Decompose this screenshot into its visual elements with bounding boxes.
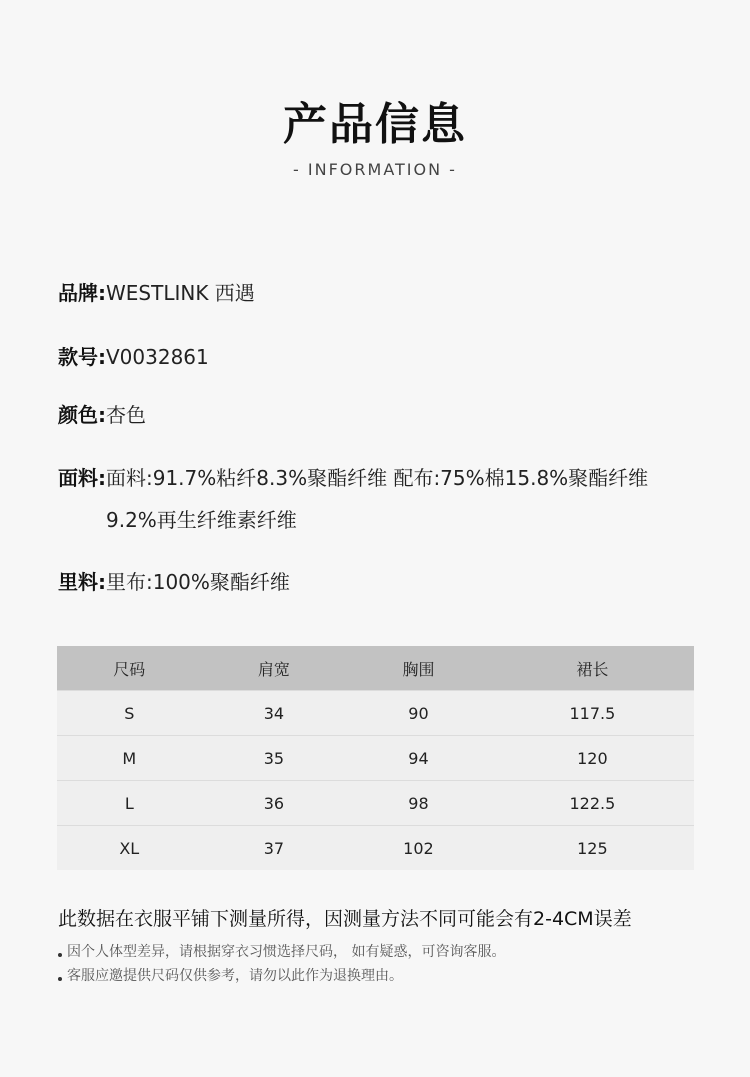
- table-cell: 34: [202, 691, 347, 736]
- info-row-fabric: [58, 457, 678, 541]
- table-cell: S: [57, 691, 202, 736]
- page-title: 产品信息: [283, 99, 467, 150]
- column-header: 尺码: [57, 646, 202, 691]
- table-cell: XL: [57, 826, 202, 871]
- note-text: 因个人体型差异，请根据穿衣习惯选择尺码， 如有疑惑，可咨询客服。: [67, 944, 506, 960]
- note-item: [58, 964, 505, 988]
- measurement-note: 此数据在衣服平铺下测量所得，因测量方法不同可能会有2-4CM误差: [58, 908, 632, 930]
- table-cell: 125: [491, 826, 694, 871]
- table-cell: 90: [346, 691, 491, 736]
- info-row-brand: [58, 272, 678, 314]
- info-label: 面料:: [58, 466, 106, 490]
- table-row: [57, 826, 694, 871]
- table-cell: 94: [346, 736, 491, 781]
- column-header: 胸围: [346, 646, 491, 691]
- info-value: 杏色: [106, 403, 146, 427]
- info-label: 品牌:: [58, 281, 106, 305]
- table-row: [57, 781, 694, 826]
- table-cell: 35: [202, 736, 347, 781]
- note-item: [58, 940, 505, 964]
- info-row-style-number: [58, 336, 678, 378]
- info-value: 里布:100%聚酯纤维: [106, 570, 290, 594]
- info-row-lining: [58, 561, 678, 603]
- table-cell: M: [57, 736, 202, 781]
- info-value: WESTLINK 西遇: [106, 281, 255, 305]
- info-label: 里料:: [58, 570, 106, 594]
- info-value: 面料:91.7%粘纤8.3%聚酯纤维 配布:75%棉15.8%聚酯纤维9.2%再生纤维素纤维: [106, 466, 649, 532]
- table-header-row: [57, 646, 694, 691]
- table-cell: 117.5: [491, 691, 694, 736]
- column-header: 肩宽: [202, 646, 347, 691]
- table-cell: 120: [491, 736, 694, 781]
- bullet-icon: [58, 953, 62, 957]
- info-value: V0032861: [106, 345, 209, 369]
- info-label: 颜色:: [58, 403, 106, 427]
- table-row: [57, 691, 694, 736]
- table-cell: 122.5: [491, 781, 694, 826]
- page-subtitle: - INFORMATION -: [293, 160, 457, 179]
- column-header: 裙长: [491, 646, 694, 691]
- table-cell: 37: [202, 826, 347, 871]
- info-row-color: [58, 394, 678, 436]
- table-row: [57, 736, 694, 781]
- table-cell: 36: [202, 781, 347, 826]
- table-cell: 102: [346, 826, 491, 871]
- info-label: 款号:: [58, 345, 106, 369]
- bullet-icon: [58, 977, 62, 981]
- note-list: [58, 940, 505, 988]
- note-text: 客服应邀提供尺码仅供参考，请勿以此作为退换理由。: [67, 968, 403, 984]
- table-cell: L: [57, 781, 202, 826]
- table-cell: 98: [346, 781, 491, 826]
- size-table: [57, 646, 694, 870]
